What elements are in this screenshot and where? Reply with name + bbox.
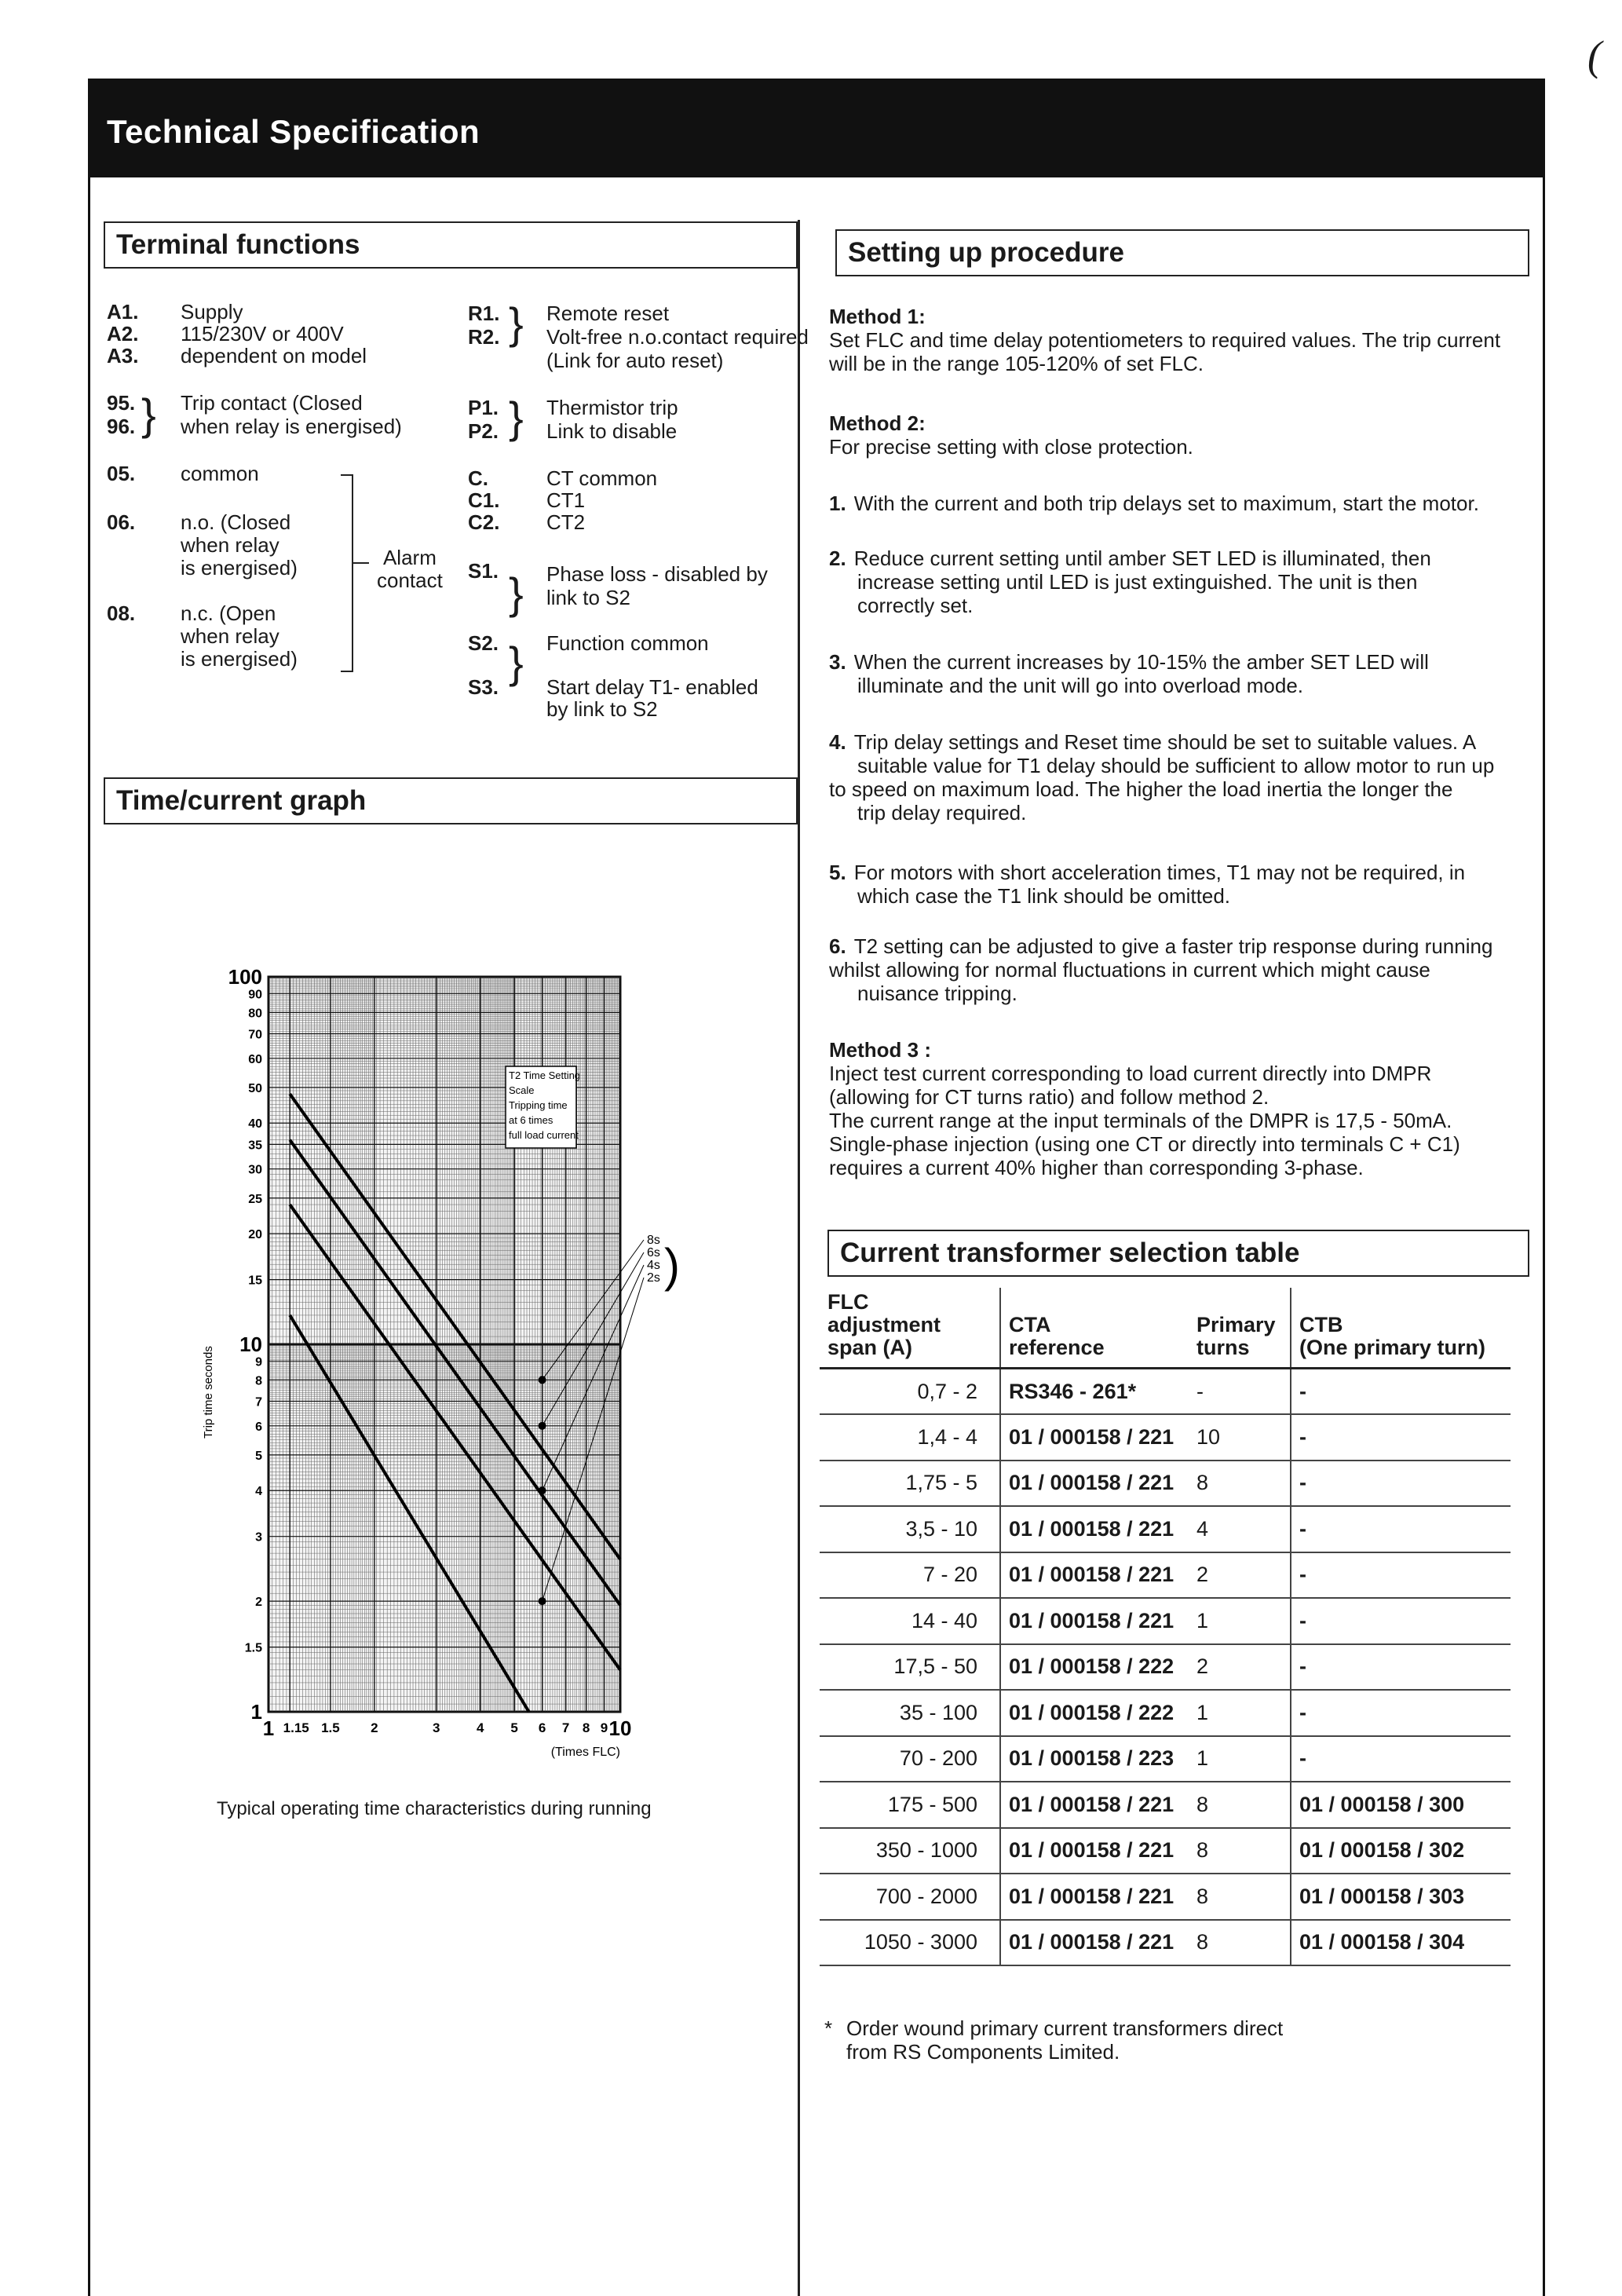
table-header-row xyxy=(820,1288,1511,1369)
graph-caption: Typical operating time characteristics during running xyxy=(217,1798,652,1819)
y-tick-label: 1.5 xyxy=(244,1641,262,1655)
header-banner xyxy=(88,79,1545,177)
y-tick-label: 4 xyxy=(255,1485,262,1499)
cell-ctb: - xyxy=(1291,1461,1511,1507)
terminal-code: 08. xyxy=(107,601,136,625)
x-tick-label: 9 xyxy=(600,1720,608,1735)
terminal-desc: Phase loss - disabled by xyxy=(546,562,768,586)
method-text-line: Set FLC and time delay potentiometers to required values. The trip current xyxy=(829,328,1501,352)
alarm-label-line: contact xyxy=(377,569,443,592)
terminal-desc: Thermistor trip xyxy=(546,396,678,419)
page-mark: ( xyxy=(1587,32,1602,79)
table-row xyxy=(820,1690,1511,1736)
ct-footnote xyxy=(816,2016,1366,2064)
page-title: Technical Specification xyxy=(107,113,480,150)
y-tick-label: 100 xyxy=(228,965,262,989)
method1-block xyxy=(829,305,1528,375)
brace-icon: } xyxy=(509,569,524,618)
col-header-ctb xyxy=(1291,1288,1511,1369)
cell-cta: 01 / 000158 / 221 xyxy=(1000,1782,1189,1828)
table-row xyxy=(820,1598,1511,1644)
x-tick-label: 1.5 xyxy=(321,1720,340,1735)
cell-ctb: - xyxy=(1291,1736,1511,1782)
step-line: trip delay required. xyxy=(857,801,1027,824)
step-line: T2 setting can be adjusted to give a faster trip response during running xyxy=(853,934,1493,958)
method1-title: Method 1: xyxy=(829,305,926,328)
table-row xyxy=(820,1736,1511,1782)
terminal-code: 96. xyxy=(107,415,136,438)
terminal-code: 06. xyxy=(107,510,136,534)
procedure-step xyxy=(829,650,1528,697)
cell-ctb: 01 / 000158 / 302 xyxy=(1291,1828,1511,1874)
marker-label-6s: 6s xyxy=(647,1246,660,1260)
terminal-code: C. xyxy=(468,466,488,490)
method-text-line: Single-phase injection (using one CT or directly into terminals C + C1) xyxy=(829,1132,1460,1156)
method-text-line: (allowing for CT turns ratio) and follow method 2. xyxy=(829,1085,1269,1109)
header-line: CTA xyxy=(1009,1313,1051,1336)
cell-cta: 01 / 000158 / 222 xyxy=(1000,1690,1189,1736)
y-tick-label: 6 xyxy=(255,1420,262,1434)
terminal-code: P2. xyxy=(468,419,499,443)
terminal-code: C1. xyxy=(468,488,500,512)
cell-cta: 01 / 000158 / 221 xyxy=(1000,1552,1189,1599)
step-line: nuisance tripping. xyxy=(857,982,1017,1005)
x-tick-label: 5 xyxy=(510,1720,518,1735)
time-current-chart xyxy=(196,958,683,1837)
legend-line: full load current xyxy=(509,1129,579,1141)
terminal-desc: when relay xyxy=(181,624,279,648)
marker-label-8s: 8s xyxy=(647,1234,660,1247)
cell-cta: 01 / 000158 / 221 xyxy=(1000,1414,1189,1461)
step-line: Trip delay settings and Reset time should be set to suitable values. A xyxy=(853,730,1477,754)
ct-table-heading: Current transformer selection table xyxy=(827,1230,1529,1277)
step-number: 3. xyxy=(829,650,846,674)
y-tick-label: 15 xyxy=(248,1274,262,1288)
alarm-label-line: Alarm xyxy=(382,546,437,569)
step-line: whilst allowing for normal fluctuations in current which might cause xyxy=(829,958,1430,982)
cell-ctb: - xyxy=(1291,1369,1511,1415)
method-text-line: For precise setting with close protection. xyxy=(829,435,1193,459)
x-tick-label: 2 xyxy=(371,1720,378,1735)
cell-ctb: 01 / 000158 / 303 xyxy=(1291,1874,1511,1920)
header-line: span (A) xyxy=(827,1336,912,1359)
brace-icon: } xyxy=(141,389,156,439)
terminal-desc: Supply xyxy=(181,300,243,324)
terminal-desc: Remote reset xyxy=(546,302,670,325)
terminal-desc: when relay xyxy=(181,533,279,557)
footnote-line: from RS Components Limited. xyxy=(846,2040,1120,2064)
alarm-bracket-tick xyxy=(353,562,369,564)
step-number: 5. xyxy=(829,861,846,884)
x-tick-label: 1 xyxy=(262,1717,275,1740)
cell-flc: 14 - 40 xyxy=(820,1598,1000,1644)
terminal-desc: is energised) xyxy=(181,556,298,579)
x-tick-label: 8 xyxy=(582,1720,590,1735)
header-line: reference xyxy=(1009,1336,1105,1359)
x-tick-label: 1.15 xyxy=(283,1720,309,1735)
procedure-step xyxy=(829,861,1528,908)
cell-primary: 8 xyxy=(1189,1461,1291,1507)
terminal-desc: Function common xyxy=(546,631,709,655)
table-row xyxy=(820,1920,1511,1966)
cell-flc: 1,4 - 4 xyxy=(820,1414,1000,1461)
terminal-desc: Start delay T1- enabled xyxy=(546,675,758,699)
cell-cta: RS346 - 261* xyxy=(1000,1369,1189,1415)
step-line: Reduce current setting until amber SET LED is illuminated, then xyxy=(853,547,1431,570)
footnote-line: Order wound primary current transformers direct xyxy=(846,2016,1284,2040)
procedure-step xyxy=(829,492,1528,515)
terminal-code: 05. xyxy=(107,462,136,485)
cell-primary: 10 xyxy=(1189,1414,1291,1461)
terminal-desc: CT1 xyxy=(546,488,586,512)
terminal-code: R1. xyxy=(468,302,500,325)
cell-cta: 01 / 000158 / 221 xyxy=(1000,1598,1189,1644)
cell-cta: 01 / 000158 / 223 xyxy=(1000,1736,1189,1782)
cell-cta: 01 / 000158 / 221 xyxy=(1000,1828,1189,1874)
method-text-line: The current range at the input terminals of the DMPR is 17,5 - 50mA. xyxy=(829,1109,1452,1132)
step-line: illuminate and the unit will go into overload mode. xyxy=(857,674,1304,697)
cell-primary: 4 xyxy=(1189,1506,1291,1552)
legend-line: at 6 times xyxy=(509,1114,553,1126)
legend-line: Scale xyxy=(509,1084,535,1096)
terminal-desc: dependent on model xyxy=(181,344,367,367)
step-line: to speed on maximum load. The higher the load inertia the longer the xyxy=(829,777,1453,801)
step-number: 1. xyxy=(829,492,846,515)
column-divider xyxy=(798,220,800,2296)
y-tick-label: 30 xyxy=(248,1163,262,1177)
table-row xyxy=(820,1414,1511,1461)
cell-ctb: 01 / 000158 / 304 xyxy=(1291,1920,1511,1966)
legend-line: T2 Time Setting xyxy=(509,1069,581,1081)
terminal-desc: n.o. (Closed xyxy=(181,510,291,534)
cell-flc: 1,75 - 5 xyxy=(820,1461,1000,1507)
y-tick-label: 1 xyxy=(250,1700,262,1724)
procedure-step xyxy=(829,730,1528,824)
terminal-code: R2. xyxy=(468,325,500,349)
table-row xyxy=(820,1828,1511,1874)
cell-ctb: - xyxy=(1291,1506,1511,1552)
cell-primary: 8 xyxy=(1189,1920,1291,1966)
terminal-desc: is energised) xyxy=(181,647,298,671)
terminal-code: S2. xyxy=(468,631,499,655)
cell-flc: 175 - 500 xyxy=(820,1782,1000,1828)
alarm-contact-label xyxy=(377,547,443,592)
terminal-desc: common xyxy=(181,462,259,485)
terminal-desc: Link to disable xyxy=(546,419,678,443)
cell-primary: 2 xyxy=(1189,1644,1291,1691)
y-axis-label: Trip time seconds xyxy=(202,1346,215,1439)
x-axis-label: (Times FLC) xyxy=(550,1746,620,1759)
table-row xyxy=(820,1552,1511,1599)
col-header-primary xyxy=(1189,1288,1291,1369)
step-number: 2. xyxy=(829,547,846,570)
method2-block xyxy=(829,411,1528,459)
cell-ctb: - xyxy=(1291,1598,1511,1644)
cell-primary: 8 xyxy=(1189,1782,1291,1828)
marker-label-2s: 2s xyxy=(647,1271,660,1285)
method-text-line: requires a current 40% higher than corresponding 3-phase. xyxy=(829,1156,1364,1179)
cell-flc: 7 - 20 xyxy=(820,1552,1000,1599)
terminal-code: C2. xyxy=(468,510,500,534)
cell-flc: 0,7 - 2 xyxy=(820,1369,1000,1415)
terminal-desc: Volt-free n.o.contact required xyxy=(546,325,809,349)
header-line: turns xyxy=(1196,1336,1250,1359)
x-tick-label: 10 xyxy=(608,1717,632,1740)
terminal-code: A3. xyxy=(107,344,139,367)
step-line: With the current and both trip delays set to maximum, start the motor. xyxy=(853,492,1479,515)
x-tick-label: 6 xyxy=(538,1720,546,1735)
table-row xyxy=(820,1461,1511,1507)
y-tick-label: 3 xyxy=(255,1530,262,1545)
step-line: correctly set. xyxy=(857,594,974,617)
cell-primary: - xyxy=(1189,1369,1291,1415)
terminal-desc: n.c. (Open xyxy=(181,601,276,625)
terminal-code: S3. xyxy=(468,675,499,699)
cell-flc: 350 - 1000 xyxy=(820,1828,1000,1874)
brace-icon: } xyxy=(509,298,524,348)
y-tick-label: 90 xyxy=(248,988,262,1002)
cell-flc: 3,5 - 10 xyxy=(820,1506,1000,1552)
footnote-mark: * xyxy=(824,2016,833,2040)
terminal-desc: Trip contact (Closed xyxy=(181,391,363,415)
terminal-code: A2. xyxy=(107,322,139,345)
terminal-code: S1. xyxy=(468,559,499,583)
method3-title: Method 3 : xyxy=(829,1038,931,1062)
y-tick-label: 7 xyxy=(255,1395,262,1409)
cell-primary: 8 xyxy=(1189,1874,1291,1920)
step-number: 4. xyxy=(829,730,846,754)
cell-flc: 35 - 100 xyxy=(820,1690,1000,1736)
y-tick-label: 8 xyxy=(255,1374,262,1388)
y-tick-label: 5 xyxy=(255,1449,262,1463)
legend-line: Tripping time xyxy=(509,1099,568,1111)
cell-cta: 01 / 000158 / 221 xyxy=(1000,1920,1189,1966)
terminal-code: 95. xyxy=(107,391,136,415)
y-tick-label: 25 xyxy=(248,1192,262,1206)
y-tick-label: 70 xyxy=(248,1028,262,1042)
marker-label-4s: 4s xyxy=(647,1259,660,1272)
col-header-cta xyxy=(1000,1288,1189,1369)
terminal-desc: 115/230V or 400V xyxy=(181,322,344,345)
cell-flc: 70 - 200 xyxy=(820,1736,1000,1782)
cell-ctb: - xyxy=(1291,1552,1511,1599)
table-row xyxy=(820,1874,1511,1920)
procedure-step xyxy=(829,934,1528,1005)
step-line: For motors with short acceleration times, T1 may not be required, in xyxy=(853,861,1466,884)
terminal-code: P1. xyxy=(468,396,499,419)
terminal-desc: CT common xyxy=(546,466,658,490)
marker-brace-icon: ) xyxy=(664,1239,680,1292)
table-row xyxy=(820,1644,1511,1691)
cell-cta: 01 / 000158 / 222 xyxy=(1000,1644,1189,1691)
header-line: FLC xyxy=(827,1290,869,1314)
cell-primary: 1 xyxy=(1189,1736,1291,1782)
setting-up-heading: Setting up procedure xyxy=(835,229,1529,276)
header-line: CTB xyxy=(1299,1313,1343,1336)
cell-ctb: - xyxy=(1291,1690,1511,1736)
cell-cta: 01 / 000158 / 221 xyxy=(1000,1874,1189,1920)
step-line: which case the T1 link should be omitted. xyxy=(857,884,1231,908)
header-line: adjustment xyxy=(827,1313,941,1336)
cell-flc: 700 - 2000 xyxy=(820,1874,1000,1920)
method2-title: Method 2: xyxy=(829,411,926,435)
y-tick-label: 35 xyxy=(248,1139,262,1153)
method3-block xyxy=(829,1038,1528,1179)
table-row xyxy=(820,1782,1511,1828)
y-tick-label: 60 xyxy=(248,1052,262,1066)
cell-primary: 8 xyxy=(1189,1828,1291,1874)
col-header-flc xyxy=(820,1288,1000,1369)
y-tick-label: 10 xyxy=(239,1333,262,1356)
terminal-functions-heading: Terminal functions xyxy=(104,221,798,269)
brace-icon: } xyxy=(509,638,524,687)
y-tick-label: 2 xyxy=(255,1596,262,1610)
x-tick-label: 7 xyxy=(561,1720,570,1735)
cell-ctb: - xyxy=(1291,1644,1511,1691)
step-line: When the current increases by 10-15% the amber SET LED will xyxy=(853,650,1429,674)
step-line: suitable value for T1 delay should be sufficient to allow motor to run up xyxy=(857,754,1495,777)
cell-primary: 1 xyxy=(1189,1690,1291,1736)
ct-selection-table xyxy=(820,1288,1511,1966)
header-line: Primary xyxy=(1196,1313,1276,1336)
terminal-desc: link to S2 xyxy=(546,586,630,609)
terminal-code: A1. xyxy=(107,300,139,324)
header-line: (One primary turn) xyxy=(1299,1336,1486,1359)
cell-primary: 2 xyxy=(1189,1552,1291,1599)
cell-cta: 01 / 000158 / 221 xyxy=(1000,1506,1189,1552)
y-tick-label: 40 xyxy=(248,1117,262,1132)
table-row xyxy=(820,1369,1511,1415)
cell-primary: 1 xyxy=(1189,1598,1291,1644)
time-current-graph-heading: Time/current graph xyxy=(104,777,798,824)
step-line: increase setting until LED is just extinguished. The unit is then xyxy=(857,570,1418,594)
y-tick-label: 80 xyxy=(248,1007,262,1021)
terminal-desc: when relay is energised) xyxy=(181,415,402,438)
cell-cta: 01 / 000158 / 221 xyxy=(1000,1461,1189,1507)
procedure-step xyxy=(829,547,1528,617)
method-text-line: Inject test current corresponding to load current directly into DMPR xyxy=(829,1062,1432,1085)
step-number: 6. xyxy=(829,934,846,958)
cell-flc: 1050 - 3000 xyxy=(820,1920,1000,1966)
x-tick-label: 3 xyxy=(433,1720,440,1735)
brace-icon: } xyxy=(509,393,524,442)
terminal-desc: (Link for auto reset) xyxy=(546,349,724,372)
table-row xyxy=(820,1506,1511,1552)
y-tick-label: 9 xyxy=(255,1355,262,1369)
cell-ctb: 01 / 000158 / 300 xyxy=(1291,1782,1511,1828)
y-tick-label: 20 xyxy=(248,1228,262,1242)
cell-flc: 17,5 - 50 xyxy=(820,1644,1000,1691)
cell-ctb: - xyxy=(1291,1414,1511,1461)
terminal-desc: by link to S2 xyxy=(546,697,658,721)
y-tick-label: 50 xyxy=(248,1081,262,1095)
method-text-line: will be in the range 105-120% of set FLC. xyxy=(829,352,1204,375)
alarm-bracket xyxy=(341,474,353,672)
terminal-desc: CT2 xyxy=(546,510,586,534)
x-tick-label: 4 xyxy=(476,1720,484,1735)
